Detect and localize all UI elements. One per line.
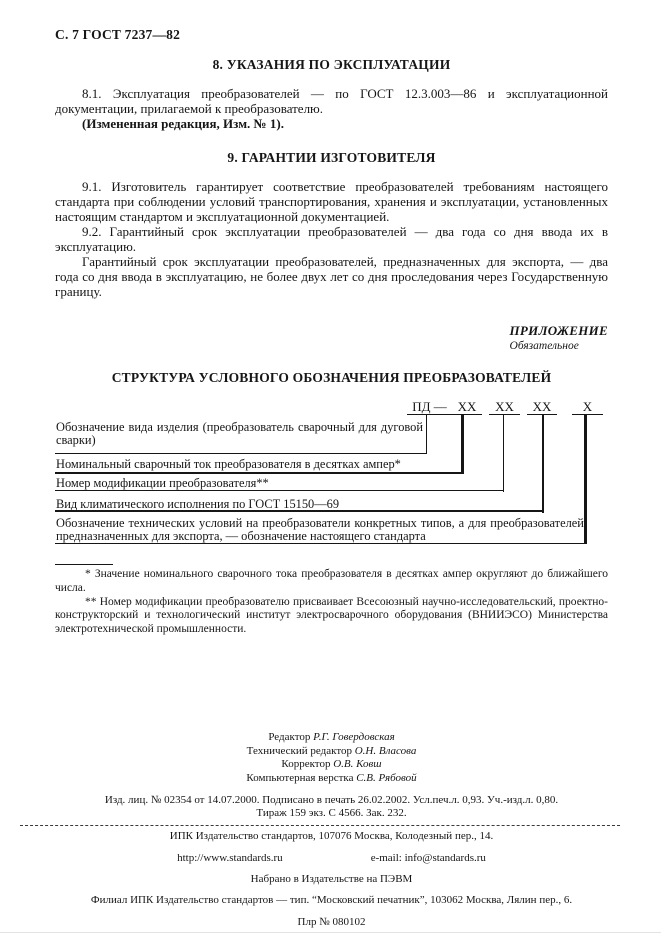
staff-editor xyxy=(55,731,608,745)
diagram-row-product-type: Обозначение вида изделия (преобразователь сварочный для дуговой сварки) xyxy=(55,418,427,454)
structure-title: СТРУКТУРА УСЛОВНОГО ОБОЗНАЧЕНИЯ ПРЕОБРАЗОВАТЕЛЕЙ xyxy=(111,370,552,385)
page-content xyxy=(55,0,608,927)
typeset-note: Набрано в Издательстве на ПЭВМ xyxy=(250,872,413,885)
code-part-x: Х xyxy=(572,400,603,415)
print-info-line-1: Изд. лиц. № 02354 от 14.07.2000. Подписано в печать 26.02.2002. Усл.печ.л. 0,93. Уч.-изд.л. 0,80. xyxy=(104,794,559,807)
printing-branch: Филиал ИПК Издательство стандартов — тип. “Московский печатник”, 103062 Москва, Лялин пер., 6. xyxy=(90,894,573,907)
footnote-1: * Значение номинального сварочного тока преобразователя в десятках ампер округляют до ближайшего числа. xyxy=(55,568,608,594)
staff-editor-name: Р.Г. Говердовская xyxy=(313,730,395,743)
code-part-xx-1: ХХ xyxy=(452,400,482,415)
staff-layout-name: С.В. Рябовой xyxy=(356,771,417,784)
print-info-block xyxy=(55,794,608,820)
page-header: С. 7 ГОСТ 7237—82 xyxy=(55,27,181,42)
staff-layout xyxy=(55,772,608,786)
dashed-divider xyxy=(20,825,620,826)
paragraph-9-2: 9.2. Гарантийный срок эксплуатации преобразователей — два года со дня ввода их в эксплуатацию. xyxy=(55,224,608,254)
publisher-website: http://www.standards.ru xyxy=(177,851,283,864)
designation-structure-diagram xyxy=(55,400,608,550)
page-bottom-edge xyxy=(0,932,661,933)
paragraph-9-1: 9.1. Изготовитель гарантирует соответствие преобразователей требованиям настоящего стандарта при соблюдении условий транспортирования, хранения и эксплуатации, установленных настоящим стандартом и эксплуатационной документацией. xyxy=(55,179,608,224)
publisher-contacts xyxy=(55,853,608,864)
staff-tech-editor-role: Технический редактор xyxy=(246,744,352,757)
paragraph-8-1: 8.1. Эксплуатация преобразователей — по ГОСТ 12.3.003—86 и эксплуатационной документации, прилагаемой к преобразователю. xyxy=(55,86,608,116)
diagram-row-modification: Номер модификации преобразователя** xyxy=(55,477,504,491)
publisher-block xyxy=(55,831,608,927)
code-part-xx-2: ХХ xyxy=(489,400,520,415)
section-9-title: 9. ГАРАНТИИ ИЗГОТОВИТЕЛЯ xyxy=(227,150,436,165)
appendix-block xyxy=(55,323,608,354)
staff-proofreader-name: О.В. Ковш xyxy=(333,758,382,771)
paragraph-9-export: Гарантийный срок эксплуатации преобразователей, предназначенных для экспорта, — два года со дня ввода в эксплуатацию, не более двух лет со дня проследования через Государственную границу. xyxy=(55,254,608,299)
footnote-2: ** Номер модификации преобразователю присваивает Всесоюзный научно-исследовательский, проектно-конструкторский и технологический институт электросварочного оборудования (ВНИИЭСО) Министерства электротехнической промышленности. xyxy=(55,595,608,636)
print-license: Плр № 080102 xyxy=(297,915,366,928)
footnote-rule xyxy=(55,564,113,565)
print-info-line-2: Тираж 159 экз. С 4566. Зак. 232. xyxy=(256,807,407,820)
publisher-address: ИПК Издательство стандартов, 107076 Москва, Колодезный пер., 14. xyxy=(169,830,494,843)
diagram-row-specs: Обозначение технических условий на преобразователи конкретных типов, а для преобразователей, предназначенных для экспорта, — обозначение настоящего стандарта xyxy=(56,516,587,543)
appendix-sublabel: Обязательное xyxy=(509,340,579,352)
code-part-xx-3: ХХ xyxy=(527,400,557,415)
staff-block xyxy=(55,731,608,785)
staff-layout-role: Компьютерная верстка xyxy=(246,771,354,784)
appendix-inner xyxy=(510,323,608,352)
paragraph-8-amendment: (Измененная редакция, Изм. № 1). xyxy=(82,116,284,131)
staff-proofreader-role: Корректор xyxy=(281,758,331,771)
code-part-pd: ПД — xyxy=(407,400,452,415)
appendix-label: ПРИЛОЖЕНИЕ xyxy=(509,323,608,338)
staff-tech-editor xyxy=(55,745,608,759)
publisher-email: e-mail: info@standards.ru xyxy=(370,851,486,864)
staff-proofreader xyxy=(55,758,608,772)
diagram-row-rated-current: Номинальный сварочный ток преобразователя в десятках ампер* xyxy=(55,457,464,474)
staff-tech-editor-name: О.Н. Власова xyxy=(354,744,417,757)
section-8-title: 8. УКАЗАНИЯ ПО ЭКСПЛУАТАЦИИ xyxy=(212,57,451,72)
staff-editor-role: Редактор xyxy=(268,730,311,743)
diagram-row-climatic: Вид климатического исполнения по ГОСТ 15150—69 xyxy=(55,497,544,513)
